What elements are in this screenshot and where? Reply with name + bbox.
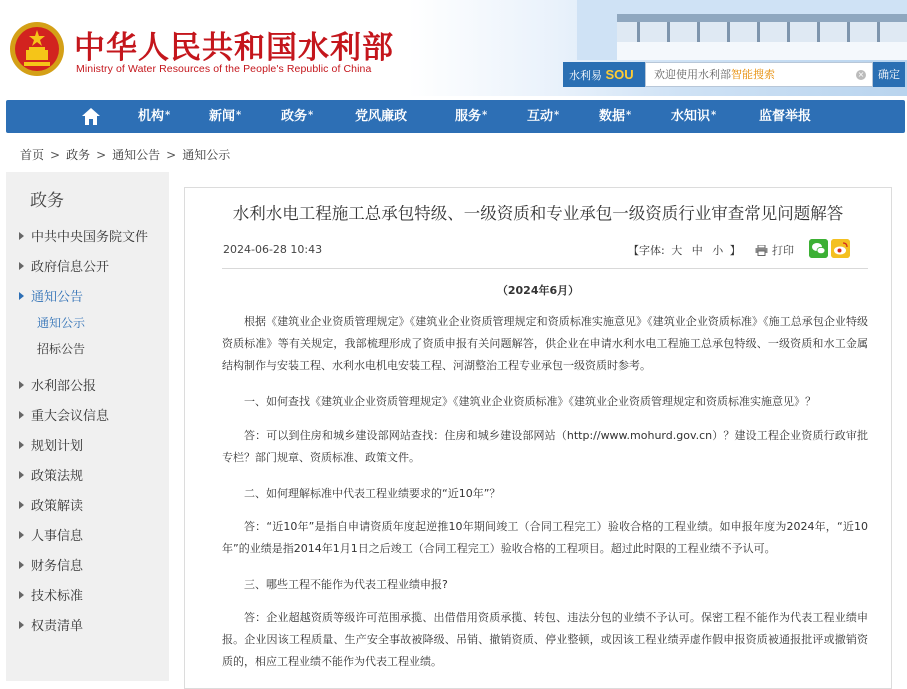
- nav-item-star: *: [626, 110, 632, 121]
- search-brand-label: 水利易: [569, 69, 602, 82]
- sidebar-item-quanze[interactable]: [19, 615, 83, 634]
- sidebar-item-huiyi[interactable]: [19, 405, 109, 424]
- nav-item-jiandu[interactable]: [759, 100, 812, 133]
- font-size-large[interactable]: 大: [671, 244, 683, 257]
- article-paragraph: 根据《建筑业企业资质管理规定》《建筑业企业资质管理规定和资质标准实施意见》《建筑业企业资质标准》《施工总承包企业特级资质标准》等有关规定，我部梳理形成了资质申报有关问题解答，供企业在申请水利水电工程施工总承包特级、一级资质和水工金属结构制作与安装工程、水利水电机电安装工程、河湖整治工程专业承包一级资质时参考。: [222, 315, 868, 372]
- sidebar-item-label: 人事信息: [31, 529, 84, 544]
- nav-item-label: 服务: [455, 109, 482, 124]
- nav-item-label: 水知识: [671, 109, 711, 124]
- breadcrumb-item[interactable]: 通知公示: [182, 148, 231, 162]
- nav-item-jigou[interactable]: [138, 100, 170, 133]
- search-brand: [563, 62, 645, 87]
- breadcrumb-separator: >: [166, 148, 177, 162]
- nav-item-label: 新闻: [209, 109, 236, 124]
- main-nav: [6, 100, 905, 133]
- breadcrumb-separator: >: [96, 148, 107, 162]
- nav-item-hudong[interactable]: [527, 100, 559, 133]
- clear-icon[interactable]: ×: [857, 70, 865, 79]
- sidebar-item-gongbao[interactable]: [19, 375, 96, 394]
- sidebar-item-label: 财务信息: [31, 559, 84, 574]
- nav-item-shuizhishi[interactable]: [671, 100, 716, 133]
- font-size-small[interactable]: 小: [712, 244, 724, 257]
- nav-item-label: 机构: [138, 109, 165, 124]
- sidebar-item-label: 政策法规: [31, 469, 84, 484]
- breadcrumb: [20, 146, 230, 163]
- breadcrumb-item[interactable]: 政务: [66, 148, 91, 162]
- sidebar-item-zhonggong[interactable]: [19, 226, 148, 245]
- home-icon[interactable]: [82, 108, 100, 125]
- nav-item-star: *: [711, 110, 717, 121]
- article-paragraph: 三、哪些工程不能作为代表工程业绩申报?: [244, 578, 448, 591]
- font-size-label-close: 】: [729, 244, 741, 257]
- arrow-right-icon: [19, 381, 24, 389]
- print-label: 打印: [772, 244, 794, 257]
- arrow-right-icon: [19, 621, 24, 629]
- nav-item-label: 互动: [527, 109, 554, 124]
- article-paragraph: 一、如何查找《建筑业企业资质管理规定》《建筑业企业资质标准》《建筑业企业资质管理规定和资质标准实施意见》？: [244, 395, 816, 408]
- site-logo-chinese[interactable]: 中华人民共和国水利部: [74, 30, 394, 66]
- breadcrumb-item[interactable]: 首页: [20, 148, 45, 162]
- article-date: 2024-06-28 10:43: [223, 243, 323, 256]
- nav-item-shuju[interactable]: [599, 100, 631, 133]
- weibo-share-icon[interactable]: [831, 239, 850, 258]
- article-paragraph: 答：可以到住房和城乡建设部网站查找：住房和城乡建设部网站（http://www.mohurd.gov.cn）？建设工程企业资质行政审批专栏？部门规章、资质标准、政策文件。: [222, 429, 868, 464]
- font-size-label-open: 【字体:: [628, 244, 665, 257]
- article-paragraph: 答：企业超越资质等级许可范围承揽、出借借用资质承揽、转包、违法分包的业绩不予认可。保密工程不能作为代表工程业绩申报。企业因该工程质量、生产安全事故被降级、吊销、撤销资质、停业整顿，或因该工程业绩弄虚作假申报资质被通报批评或撤销资质的，相应工程业绩不能作为代表工程业绩。: [222, 611, 868, 668]
- sidebar-item-tongzhigonggao[interactable]: [19, 286, 83, 305]
- sidebar: [6, 172, 169, 681]
- sidebar-item-label: 水利部公报: [31, 379, 97, 394]
- search-bar: [563, 62, 905, 87]
- breadcrumb-separator: >: [50, 148, 61, 162]
- arrow-right-icon: [19, 262, 24, 270]
- sidebar-item-label: 规划计划: [31, 439, 84, 454]
- sidebar-item-label: 政策解读: [31, 499, 84, 514]
- search-placeholder-highlight: 智能搜索: [731, 68, 775, 81]
- article-paragraph: 二、如何理解标准中代表工程业绩要求的“近10年”？: [244, 487, 501, 500]
- sidebar-item-xinxigongkai[interactable]: [19, 256, 109, 275]
- font-size-control: [628, 242, 741, 258]
- sidebar-item-jiedu[interactable]: [19, 495, 83, 514]
- nav-item-dangfeng[interactable]: [355, 100, 408, 133]
- sidebar-item-label: 通知公告: [31, 290, 84, 305]
- article-title: 水利水电工程施工总承包特级、一级资质和专业承包一级资质行业审查常见问题解答: [232, 204, 844, 223]
- nav-item-label: 监督举报: [759, 109, 812, 124]
- national-emblem-logo[interactable]: [8, 20, 66, 78]
- sidebar-title: 政务: [30, 191, 64, 211]
- nav-item-label: 政务: [281, 109, 308, 124]
- sidebar-item-label: 技术标准: [31, 589, 84, 604]
- sidebar-item-label: 权责清单: [31, 619, 84, 634]
- font-size-medium[interactable]: 中: [691, 244, 703, 257]
- nav-item-star: *: [308, 110, 314, 121]
- arrow-right-icon: [19, 232, 24, 240]
- sidebar-item-label: 政府信息公开: [31, 260, 110, 275]
- arrow-right-icon: [19, 531, 24, 539]
- nav-item-star: *: [554, 110, 560, 121]
- print-button[interactable]: [755, 242, 794, 258]
- search-submit-button[interactable]: 确定: [873, 62, 905, 87]
- sidebar-subitem-tongzhigongshi[interactable]: 通知公示: [37, 316, 86, 330]
- search-brand-suffix: SOU: [605, 67, 634, 82]
- nav-item-star: *: [482, 110, 488, 121]
- nav-item-fuwu[interactable]: [455, 100, 487, 133]
- nav-item-star: *: [236, 110, 242, 121]
- wechat-share-icon[interactable]: [809, 239, 828, 258]
- sidebar-item-label: 重大会议信息: [31, 409, 110, 424]
- article-panel: [184, 187, 892, 689]
- printer-icon: [755, 245, 768, 256]
- article-paragraph: 答：“近10年”是指自申请资质年度起逆推10年期间竣工（合同工程完工）验收合格的工程业绩。如申报年度为2024年，“近10年”的业绩是指2014年1月1日之后竣工（合同工程完工）验收合格的工程项目。超过此时限的工程业绩不予认可。: [222, 520, 868, 555]
- sidebar-item-caiwu[interactable]: [19, 555, 83, 574]
- arrow-right-icon: [19, 471, 24, 479]
- nav-item-label: 数据: [599, 109, 626, 124]
- arrow-right-icon: [19, 411, 24, 419]
- sidebar-subitem-zhaobiao[interactable]: 招标公告: [37, 342, 86, 356]
- arrow-right-icon: [19, 591, 24, 599]
- arrow-right-icon: [19, 501, 24, 509]
- search-placeholder: 欢迎使用水利部: [654, 68, 731, 81]
- arrow-right-icon: [19, 292, 24, 300]
- arrow-right-icon: [19, 441, 24, 449]
- sidebar-item-jishubiaozhun[interactable]: [19, 585, 83, 604]
- sidebar-item-label: 中共中央国务院文件: [31, 230, 149, 245]
- sidebar-item-renshi[interactable]: [19, 525, 83, 544]
- arrow-right-icon: [19, 561, 24, 569]
- sidebar-item-guihua[interactable]: [19, 435, 83, 454]
- article-divider: [222, 268, 868, 269]
- site-header: [0, 0, 907, 96]
- nav-item-zhengwu[interactable]: [281, 100, 313, 133]
- nav-item-xinwen[interactable]: [209, 100, 241, 133]
- sidebar-item-fagui[interactable]: [19, 465, 83, 484]
- article-subtitle: （2024年6月）: [496, 284, 580, 297]
- nav-item-label: 党风廉政: [355, 109, 408, 124]
- site-logo-english: Ministry of Water Resources of the People's Republic of China: [76, 63, 372, 75]
- breadcrumb-item[interactable]: 通知公告: [112, 148, 161, 162]
- search-input[interactable]: [645, 62, 873, 87]
- nav-item-star: *: [165, 110, 171, 121]
- dam-banner-image: [577, 0, 907, 60]
